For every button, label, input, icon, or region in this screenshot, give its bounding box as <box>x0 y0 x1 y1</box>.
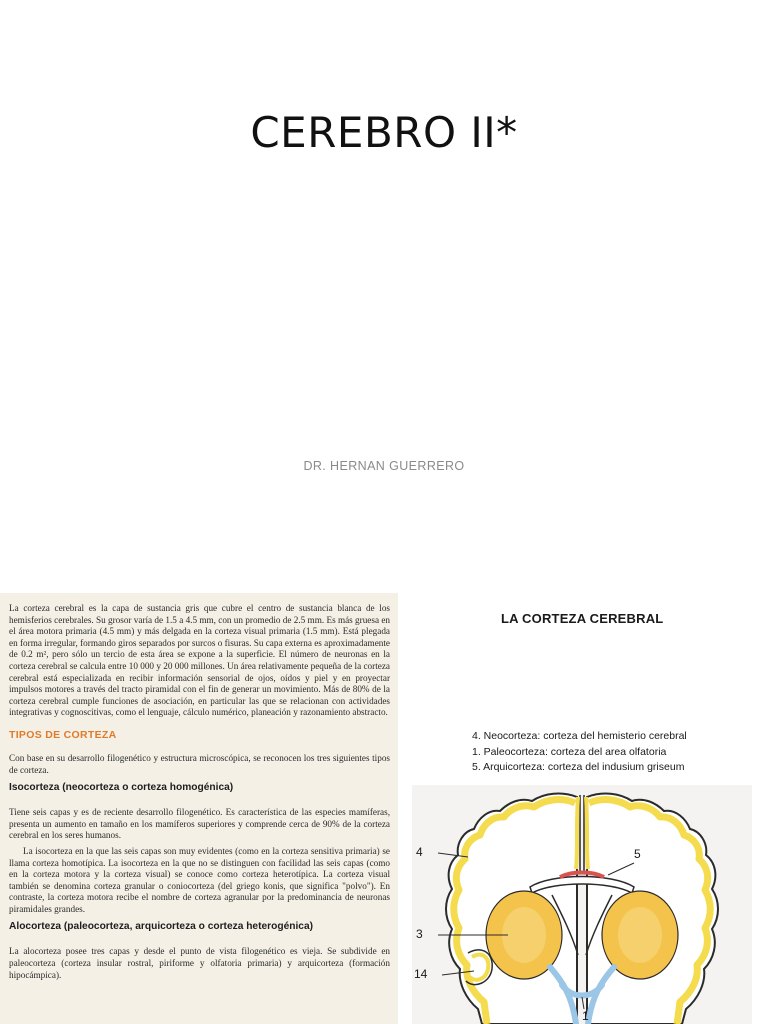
cortex-figure-panel <box>398 593 768 1024</box>
figure-label-3: 3 <box>416 927 423 941</box>
isocortex-heading: Isocorteza (neocorteza o corteza homogénica) <box>9 782 234 794</box>
legend-item-paleocortex: 1. Paleocorteza: corteza del area olfatoria <box>472 745 667 758</box>
panel-title: LA CORTEZA CEREBRAL <box>501 611 664 626</box>
figure-label-1: 1 <box>582 1009 589 1023</box>
figure-label-14: 14 <box>414 967 428 981</box>
isocortex-paragraph-1: Tiene seis capas y es de reciente desarrollo filogenético. Es característica de las especies mamíferas, presenta un aumento en tamaño en los mamíferos superiores y comprende cerca de 90% de la corteza cerebral en los seres humanos. <box>9 807 390 841</box>
slide-title: CEREBRO II* <box>250 108 518 157</box>
textbook-page-scan <box>0 593 398 1024</box>
allocortex-heading: Alocorteza (paleocorteza, arquicorteza o corteza heterogénica) <box>9 921 314 933</box>
cortex-legend <box>472 729 687 776</box>
legend-item-neocortex: 4. Neocorteza: corteza del hemisterio cerebral <box>472 730 687 742</box>
brain-coronal-section-figure <box>412 785 752 1024</box>
section-heading: TIPOS DE CORTEZA <box>9 728 117 741</box>
figure-label-4: 4 <box>416 845 423 859</box>
intro-paragraph: La corteza cerebral es la capa de sustancia gris que cubre el centro de sustancia blanca de los hemisferios cerebrales. Su grosor varía de 1.5 a 4.5 mm, con un promedio de 2.5 mm. Es más gruesa en el área motora primaria (4.5 mm) y más delgada en la corteza visual primaria (1.5 mm). Está plegada en forma irregular, formando giros separados por surcos o fisuras. Su capa externa es aproximadamente de 0.2 m², pero sólo un tercio de esta área se expone a la superficie. El número de neuronas en la corteza cerebral se calcula entre 10 000 y 20 000 millones. Un área relativamente pequeña de la corteza cerebral está especializada en recibir información sensorial de ojos, oídos y piel y en proyectar impulsos motores a través del tracto piramidal con el fin de generar un movimiento. Más de 80% de la corteza cerebral cumple funciones de asociación, en particular las que se relacionan con actividades integrativas y cognoscitivas, como el lenguaje, cálculo numérico, planeación y razonamiento abstracto. <box>9 603 390 718</box>
legend-item-archicortex: 5. Arquicorteza: corteza del indusium griseum <box>472 761 685 773</box>
brain-section-illustration <box>412 785 752 1024</box>
figure-label-5: 5 <box>634 847 641 861</box>
types-intro-paragraph: Con base en su desarrollo filogenético y estructura microscópica, se reconocen los tres siguientes tipos de corteza. <box>9 752 390 775</box>
isocortex-paragraph-2: La isocorteza en la que las seis capas son muy evidentes (como en la corteza sensitiva primaria) se llama corteza homotípica. La isocorteza en la que no se distinguen con facilidad las seis capas (como en la corteza motora y la corteza visual) se conoce como corteza heterotípica. La corteza visual también se denomina corteza granular o coniocorteza (del griego konis, que significa "polvo"). En contraste, la corteza motora recibe el nombre de corteza agranular por la predominancia de neuronas piramidales grandes. <box>9 845 390 914</box>
allocortex-paragraph-1: La alocorteza posee tres capas y desde el punto de vista filogenético es vieja. Se subdivide en paleocorteza (corteza insular rostral, piriforme y olfatoria primaria) y arquicorteza (formación hipocámpica). <box>9 946 390 980</box>
slide-author: DR. HERNAN GUERRERO <box>303 459 465 473</box>
